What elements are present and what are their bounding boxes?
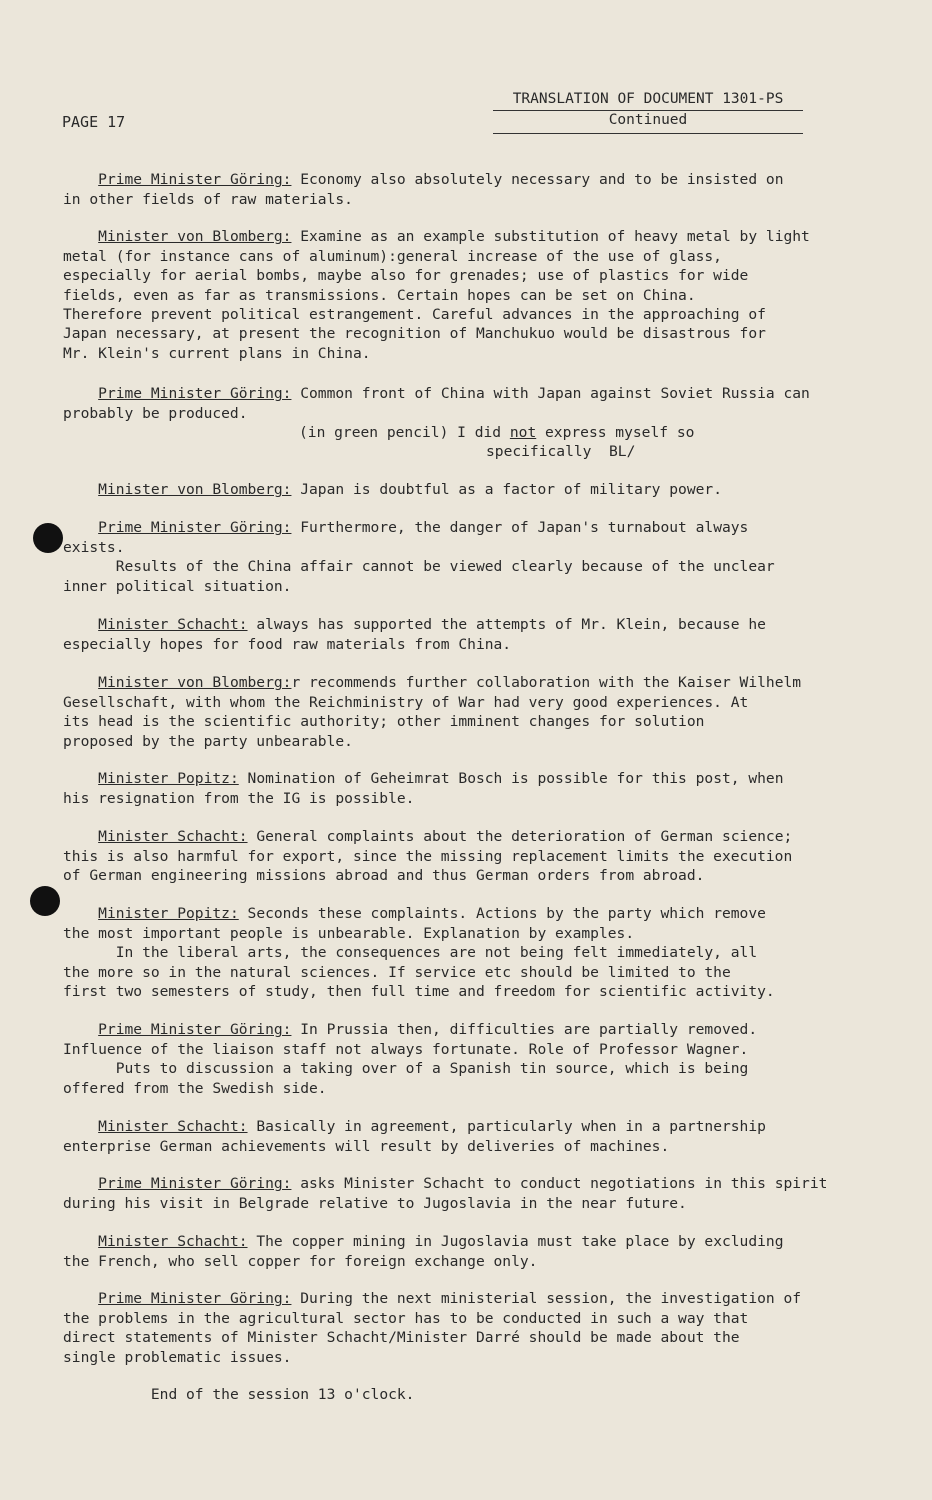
- speaker: Prime Minister Göring:: [98, 1175, 292, 1193]
- speaker: Prime Minister Göring:: [98, 1290, 292, 1308]
- document-title: TRANSLATION OF DOCUMENT 1301-PS: [493, 90, 803, 111]
- entry-text: asks Minister Schacht to conduct negotiations in this spirit during his visit in Belgrade relative to Jugoslavia in the near future.: [63, 1175, 828, 1212]
- speaker: Minister von Blomberg:: [98, 228, 292, 246]
- entry-text: Common front of China with Japan against Soviet Russia can probably be produced.: [63, 385, 810, 422]
- entry-text: Basically in agreement, particularly when in a partnership enterprise German achievements will result by deliveries of machines.: [63, 1118, 766, 1155]
- entry-text: Japan is doubtful as a factor of military power.: [291, 481, 722, 499]
- entry-text: Nomination of Geheimrat Bosch is possible for this post, when his resignation from the IG is possible.: [63, 770, 784, 807]
- entry-text: End of the session 13 o'clock.: [98, 1386, 415, 1404]
- document-subtitle: Continued: [493, 111, 803, 134]
- page-number: PAGE 17: [62, 113, 126, 131]
- entry-text: The copper mining in Jugoslavia must take place by excluding the French, who sell copper for foreign exchange only.: [63, 1233, 784, 1270]
- entry-end-session: [63, 1366, 868, 1424]
- speaker: Minister Popitz:: [98, 905, 239, 923]
- punch-hole-top: [33, 523, 63, 553]
- document-header: [493, 90, 803, 134]
- speaker: Minister von Blomberg:: [98, 481, 292, 499]
- speaker: Minister Schacht:: [98, 828, 248, 846]
- green-pencil-note-line2: specifically BL/: [486, 443, 636, 460]
- entry-blomberg-metal: [63, 208, 868, 383]
- entry-text: Economy also absolutely necessary and to be insisted on in other fields of raw materials.: [63, 171, 784, 208]
- entry-text: General complaints about the deterioration of German science; this is also harmful for export, since the missing replacement limits the execution of German engineering missions abroad and thus German orders from abroad.: [63, 828, 793, 885]
- entry-text: always has supported the attempts of Mr. Klein, because he especially hopes for food raw materials from China.: [63, 616, 766, 653]
- speaker: Prime Minister Göring:: [98, 385, 292, 403]
- entry-text: In Prussia then, difficulties are partially removed. Influence of the liaison staff not always fortunate. Role of Professor Wagner. Puts to discussion a taking over of a Spanish tin source, which is being offered from the Swedish side.: [63, 1021, 758, 1097]
- entry-text: Seconds these complaints. Actions by the party which remove the most important people is unbearable. Explanation by examples. In the liberal arts, the consequences are not being felt immediately, all the more so in the natural sciences. If service etc should be limited to the first two semesters of study, then full time and freedom for scientific activity.: [63, 905, 775, 1001]
- green-pencil-note: (in green pencil) I did not express myself so: [299, 424, 695, 441]
- punch-hole-bottom: [30, 886, 60, 916]
- speaker: Minister Popitz:: [98, 770, 239, 788]
- entry-text: r recommends further collaboration with the Kaiser Wilhelm Gesellschaft, with whom the Reichministry of War had very good experiences. At its head is the scientific authority; other imminent changes for solution proposed by the party unbearable.: [63, 674, 802, 750]
- entry-text: Minister von Blomberg: Examine as an example substitution of heavy metal by light metal (for instance cans of aluminum):general increase of the use of glass, especially for aerial bombs, maybe also for grenades; use of plastics for wide fields, even as far as transmissions. Certain hopes can be set on China. Therefore prevent political estrangement. Careful advances in the approaching of Japan necessary, at present the recognition of Manchukuo would be disastrous for Mr. Klein's current plans in China.: [63, 228, 810, 362]
- entry-text: Furthermore, the danger of Japan's turnabout always exists. Results of the China affair cannot be viewed clearly because of the unclear inner political situation.: [63, 519, 775, 595]
- speaker: Minister Schacht:: [98, 616, 248, 634]
- speaker: Prime Minister Göring:: [98, 1021, 292, 1039]
- speaker: Minister von Blomberg:: [98, 674, 292, 692]
- speaker: Prime Minister Göring:: [98, 519, 292, 537]
- speaker: Prime Minister Göring:: [98, 171, 292, 189]
- speaker: Minister Schacht:: [98, 1233, 248, 1251]
- speaker: Minister Schacht:: [98, 1118, 248, 1136]
- entry-text: During the next ministerial session, the investigation of the problems in the agricultural sector has to be conducted in such a way that direct statements of Minister Schacht/Minister Darré should be made about the single problematic issues.: [63, 1290, 802, 1366]
